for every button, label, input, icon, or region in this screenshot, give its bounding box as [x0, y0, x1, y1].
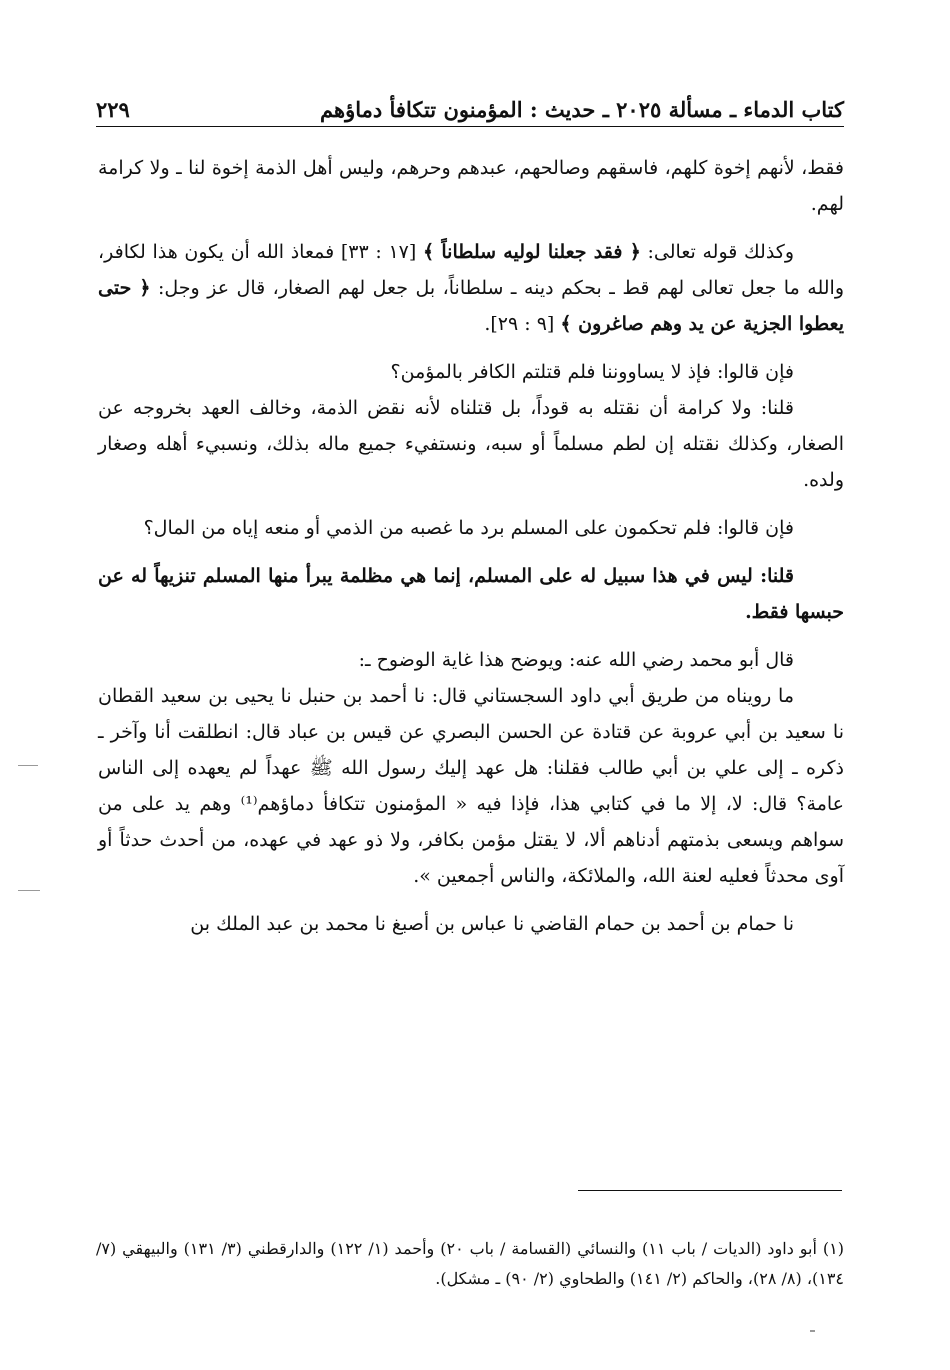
paragraph-9: نا حمام بن أحمد بن حمام القاضي نا عباس بن أصبغ نا محمد بن عبد الملك بن	[190, 913, 794, 935]
main-text	[98, 150, 844, 954]
header-rule	[96, 126, 844, 127]
paragraph-8: ما رويناه من طريق أبي داود السجستاني قال: نا أحمد بن حنبل نا يحيى بن سعيد القطان نا سعيد بن أبي عروبة عن قتادة عن الحسن البصري عن قيس بن عباد قال: انطلقت أنا وآخر ـ ذكره ـ إلى علي بن أبي طالب فقلنا: هل عهد إليك رسول الله ﷺ عهداً لم يعهده إلى الناس عامة؟ قال: لا، إلا ما في كتابي هذا، فإذا فيه « المؤمنون تتكافأ دماؤهم⁽¹⁾ وهم يد على من سواهم ويسعى بذمتهم أدناهم ألا، لا يقتل مؤمن بكافر، ولا ذو عهد في عهده، من أحدث حدثاً أو آوى محدثاً فعليه لعنة الله، والملائكة، والناس أجمعين ».	[98, 685, 845, 887]
running-title: كتاب الدماء ـ مسألة ٢٠٢٥ ـ حديث : المؤمنون تتكافأ دماؤهم	[320, 97, 844, 122]
paragraph-2-post: [١٧ : ٣٣] فمعاذ الله أن يكون هذا لكافر، والله ما جعل تعالى لهم قط ـ بحكم دينه ـ سلطاناً، بل جعل لهم الصغار، قال عز وجل:	[98, 241, 844, 299]
scan-mark	[18, 765, 38, 766]
paragraph-2-pre: وكذلك قوله تعالى:	[640, 241, 795, 263]
footnote-rule	[578, 1190, 842, 1191]
page-number: ٢٢٩	[96, 97, 130, 122]
paragraph-3: فإن قالوا: فإذ لا يساووننا فلم قتلتم الكافر بالمؤمن؟	[390, 361, 794, 383]
quran-verse-1: ﴿ فقد جعلنا لوليه سلطاناً ﴾	[422, 241, 641, 263]
paragraph-7: قال أبو محمد رضي الله عنه: ويوضح هذا غاية الوضوح ـ:	[358, 649, 794, 671]
paragraph-5: فإن قالوا: فلم تحكمون على المسلم برد ما غصبه من الذمي أو منعه إياه من المال؟	[143, 517, 794, 539]
paragraph-6: قلنا: ليس في هذا سبيل له على المسلم، إنما هي مظلمة يبرأ منها المسلم تنزيهاً له عن حبسها فقط.	[98, 565, 844, 623]
quran-verse-2: ﴿ حتى يعطوا الجزية عن يد وهم صاغرون ﴾	[98, 277, 844, 335]
paragraph-2-post2: [٩ : ٢٩].	[484, 313, 561, 335]
page-header	[96, 78, 844, 122]
paragraph-4: قلنا: ولا كرامة أن نقتله به قوداً، بل قتلناه لأنه نقض الذمة، وخالف العهد بخروجه عن الصغار، وكذلك نقتله إن لطم مسلماً أو سبه، ونستفيء جميع ماله بذلك، ونسبيء أهله وصغار ولده.	[98, 397, 844, 491]
scan-mark	[810, 1330, 815, 1332]
footnote-1: (١) أبو داود (الديات / باب ١١) والنسائي (القسامة / باب ٢٠) وأحمد (١/ ١٢٢) والدارقطني (٣/ ١٣١) والبيهقي (٧/ ١٣٤)، (٨/ ٢٨)، والحاكم (٢/ ١٤١) والطحاوي (٢/ ٩٠) ـ مشكل).	[96, 1239, 845, 1288]
paragraph-1: فقط، لأنهم إخوة كلهم، فاسقهم وصالحهم، عبدهم وحرهم، وليس أهل الذمة إخوة لنا ـ ولا كرامة لهم.	[98, 157, 844, 215]
scan-mark	[18, 890, 40, 891]
footnotes	[96, 1234, 844, 1294]
paragraph-2	[98, 234, 844, 342]
